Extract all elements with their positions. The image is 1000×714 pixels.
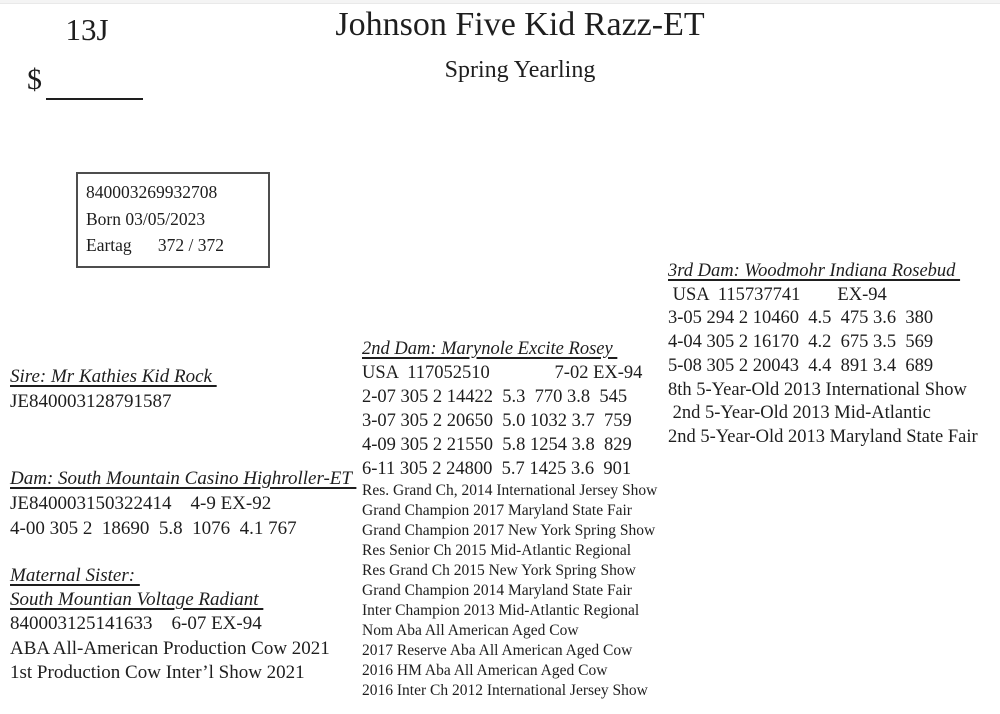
award-line: Res Grand Ch 2015 New York Spring Show [362,562,636,579]
lactation-record: 2-07 305 2 14422 5.3 770 3.8 545 [362,387,628,407]
lot-number: 13J [65,12,109,47]
sire-registration-id: JE840003128791587 [10,391,172,412]
birth-date: Born 03/05/2023 [86,208,206,229]
second-dam-section [362,337,657,701]
award-line: Grand Champion 2014 Maryland State Fair [362,582,632,599]
lactation-record: 3-05 294 2 10460 4.5 475 3.6 380 [668,308,934,329]
award-line: 2016 Inter Ch 2012 International Jersey Show [362,682,648,699]
maternal-sister-heading: Maternal Sister: [10,565,140,586]
dam-lactation-record: 4-00 305 2 18690 5.8 1076 4.1 767 [10,518,297,539]
maternal-sister-registration-id: 840003125141633 6-07 EX-94 [10,613,262,635]
lactation-record: 6-11 305 2 24800 5.7 1425 3.6 901 [362,459,632,479]
lactation-record: 4-09 305 2 21550 5.8 1254 3.8 829 [362,435,632,455]
third-dam-heading: 3rd Dam: Woodmohr Indiana Rosebud [668,261,961,281]
price-blank-line [46,98,143,100]
third-dam-registration-id: USA 115737741 EX-94 [668,284,887,305]
third-dam-section [668,260,978,450]
award-line: Res. Grand Ch, 2014 International Jersey Show [362,482,658,499]
eartag: Eartag 372 / 372 [86,235,225,255]
page-title: Johnson Five Kid Razz-ET [335,6,705,43]
award-line: Inter Champion 2013 Mid-Atlantic Regional [362,602,640,619]
registration-number: 840003269932708 [86,182,218,202]
page-subtitle: Spring Yearling [444,57,596,83]
award-line: ABA All-American Production Cow 2021 [10,637,330,659]
price-dollar-sign: $ [27,63,42,96]
registration-box [76,172,270,268]
second-dam-awards-list [362,481,657,701]
lactation-record: 3-07 305 2 20650 5.0 1032 3.7 759 [362,411,632,431]
show-placing-line: 2nd 5-Year-Old 2013 Maryland State Fair [668,426,978,447]
award-line: Grand Champion 2017 Maryland State Fair [362,502,632,519]
dam-heading: Dam: South Mountain Casino Highroller-ET [10,468,357,489]
award-line: Nom Aba All American Aged Cow [362,622,579,639]
maternal-sister-name: South Mountian Voltage Radiant [10,589,264,611]
award-line: 2016 HM Aba All American Aged Cow [362,662,608,679]
sire-heading: Sire: Mr Kathies Kid Rock [10,366,217,387]
lactation-record: 5-08 305 2 20043 4.4 891 3.4 689 [668,355,934,376]
second-dam-registration-id: USA 117052510 7-02 EX-94 [362,363,643,383]
show-placing-line: 2nd 5-Year-Old 2013 Mid-Atlantic [668,403,931,424]
page-top-edge [0,0,1000,4]
award-line: Res Senior Ch 2015 Mid-Atlantic Regional [362,542,632,559]
award-line: Grand Champion 2017 New York Spring Show [362,522,656,539]
award-line: 1st Production Cow Inter’l Show 2021 [10,661,305,683]
sire-section [10,364,217,414]
dam-section [10,466,356,541]
maternal-sister-section [10,564,330,685]
lactation-record: 4-04 305 2 16170 4.2 675 3.5 569 [668,332,934,353]
dam-registration-id: JE840003150322414 4-9 EX-92 [10,493,272,514]
show-placing-line: 8th 5-Year-Old 2013 International Show [668,379,967,400]
second-dam-heading: 2nd Dam: Marynole Excite Rosey [362,339,618,359]
award-line: 2017 Reserve Aba All American Aged Cow [362,642,633,659]
